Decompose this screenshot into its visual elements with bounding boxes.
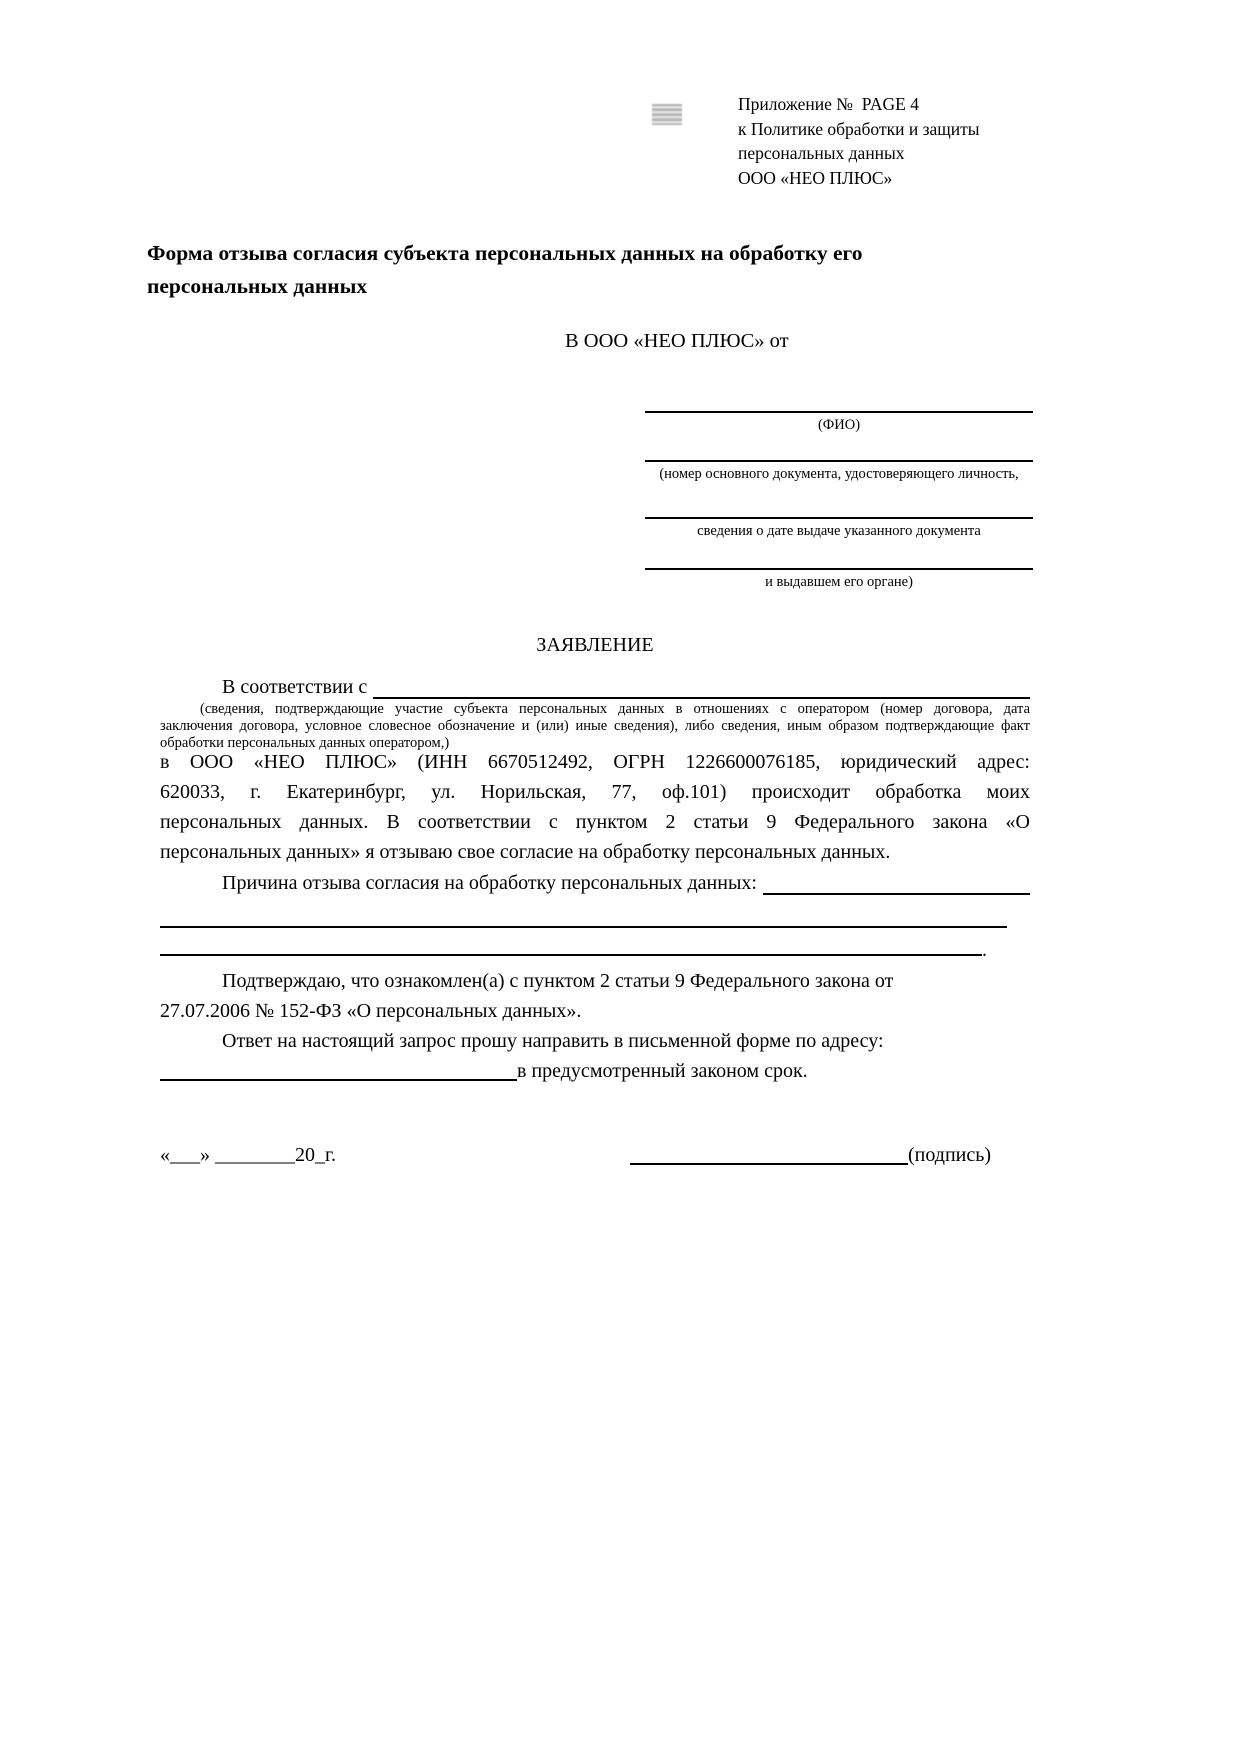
opening-prefix: В соответствии с bbox=[222, 676, 368, 698]
reason-label: Причина отзыва согласия на обработку персональных данных: bbox=[222, 872, 757, 894]
issue-date-field bbox=[645, 517, 1033, 541]
issuing-authority-field bbox=[645, 568, 1033, 592]
fine-print-line: заключения договора, условное словесное обозначение и (или) иные сведения), либо сведения, иным образом подтверждающие факт bbox=[160, 718, 1030, 734]
document-number-caption: (номер основного документа, удостоверяющего личность, bbox=[659, 466, 1019, 482]
form-title-line: персональных данных bbox=[147, 274, 368, 298]
addressee-line: В ООО «НЕО ПЛЮС» от bbox=[565, 330, 789, 352]
appendix-line: персональных данных bbox=[738, 143, 905, 163]
form-title bbox=[147, 237, 1042, 303]
embedded-object-placeholder-icon bbox=[652, 104, 682, 125]
confirmation-line: Подтверждаю, что ознакомлен(а) с пунктом 2 статьи 9 Федерального закона от bbox=[222, 970, 894, 992]
fio-field bbox=[645, 411, 1033, 435]
address-blank-line bbox=[160, 1079, 517, 1081]
appendix-line: Приложение № PAGE 4 bbox=[738, 94, 919, 114]
opening-line bbox=[160, 672, 1030, 702]
body-paragraph-line: персональных данных» я отзываю свое согласие на обработку персональных данных. bbox=[160, 841, 891, 863]
fine-print-note bbox=[160, 701, 1030, 752]
reason-continuation-rule bbox=[160, 954, 982, 956]
body-paragraph-line: персональных данных. В соответствии с пунктом 2 статьи 9 Федерального закона «О bbox=[160, 811, 1030, 833]
date-signature-row bbox=[160, 1140, 1030, 1174]
appendix-line: ООО «НЕО ПЛЮС» bbox=[738, 167, 893, 188]
fine-print-line: (сведения, подтверждающие участие субъекта персональных данных в отношениях с оператором (номер договора, дата bbox=[200, 701, 1030, 717]
body-paragraph-line: в ООО «НЕО ПЛЮС» (ИНН 6670512492, ОГРН 1226600076185, юридический адрес: bbox=[160, 751, 1030, 773]
signature-caption: (подпись) bbox=[908, 1144, 992, 1166]
confirmation-paragraph bbox=[160, 966, 1030, 1026]
answer-suffix: в предусмотренный законом срок. bbox=[517, 1060, 808, 1082]
issuing-authority-caption: и выдавшем его органе) bbox=[765, 574, 913, 590]
sentence-period: . bbox=[982, 939, 987, 961]
date-blank: «___» ________20_г. bbox=[160, 1144, 336, 1166]
fine-print-line: обработки персональных данных оператором,) bbox=[160, 735, 450, 751]
addressee-fill-fields bbox=[645, 411, 1033, 592]
body-paragraph-line: 620033, г. Екатеринбург, ул. Норильская, 77, оф.101) происходит обработка моих bbox=[160, 781, 1030, 803]
appendix-line: к Политике обработки и защиты bbox=[738, 118, 980, 139]
opening-blank-line bbox=[373, 672, 1030, 699]
statement-heading: ЗАЯВЛЕНИЕ bbox=[536, 634, 654, 656]
appendix-header bbox=[738, 92, 1038, 190]
signature-area bbox=[630, 1140, 991, 1170]
answer-request-line: Ответ на настоящий запрос прошу направить в письменной форме по адресу: bbox=[222, 1030, 884, 1052]
document-number-field bbox=[645, 460, 1033, 484]
reason-line bbox=[160, 868, 1030, 898]
form-title-line: Форма отзыва согласия субъекта персональных данных на обработку его bbox=[147, 241, 863, 265]
signature-blank-line bbox=[630, 1163, 908, 1165]
confirmation-line: 27.07.2006 № 152-ФЗ «О персональных данных». bbox=[160, 1000, 582, 1022]
reason-continuation-blank-line-2 bbox=[160, 939, 1030, 961]
fio-caption: (ФИО) bbox=[817, 417, 861, 433]
reason-blank-line bbox=[763, 868, 1030, 895]
body-paragraph bbox=[160, 747, 1030, 867]
issue-date-caption: сведения о дате выдаче указанного документа bbox=[697, 523, 981, 539]
reason-continuation-blank-line bbox=[160, 926, 1007, 928]
answer-address-line bbox=[160, 1056, 1030, 1086]
